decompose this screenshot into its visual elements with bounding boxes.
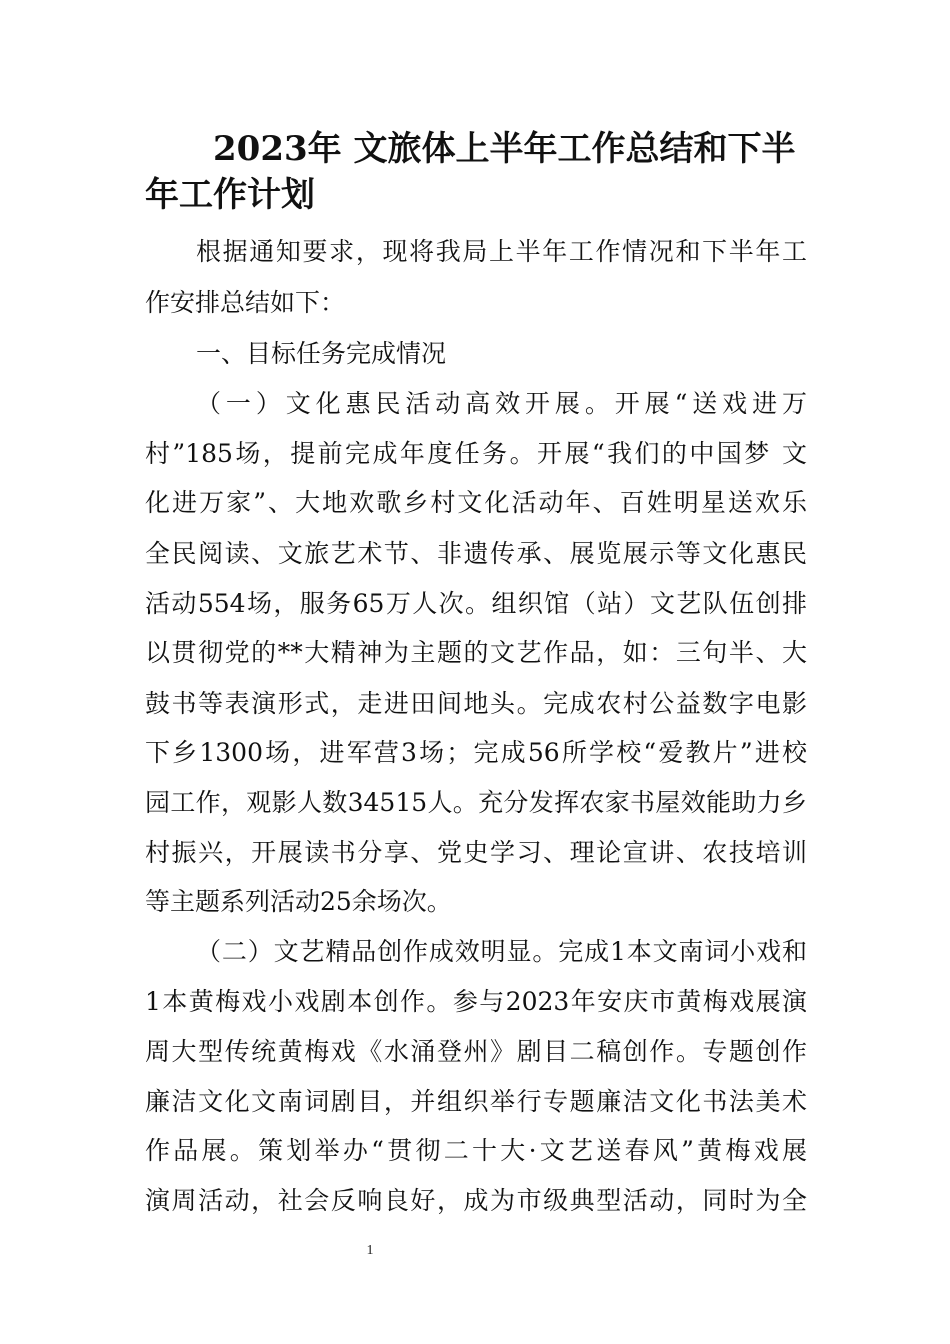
paragraph-line: 化进万家”、大地欢歌乡村文化活动年、百姓明星送欢乐	[145, 488, 807, 517]
intro-line: 根据通知要求，现将我局上半年工作情况和下半年工	[196, 237, 807, 266]
paragraph-line: 园工作，观影人数34515人。充分发挥农家书屋效能助力乡	[145, 788, 807, 817]
paragraph-line: 以贯彻党的**大精神为主题的文艺作品，如：三句半、大	[145, 638, 807, 667]
document-title-line-1: 2023年 文旅体上半年工作总结和下半	[213, 129, 796, 169]
paragraph-line: 全民阅读、文旅艺术节、非遗传承、展览展示等文化惠民	[145, 539, 807, 568]
paragraph-line: 鼓书等表演形式，走进田间地头。完成农村公益数字电影	[145, 689, 807, 718]
page-number: 1	[366, 1243, 374, 1258]
paragraph-line: 等主题系列活动25余场次。	[145, 887, 452, 916]
paragraph-line: 周大型传统黄梅戏《水涌登州》剧目二稿创作。专题创作	[145, 1037, 807, 1066]
paragraph-line: 村振兴，开展读书分享、党史学习、理论宣讲、农技培训	[145, 838, 807, 867]
paragraph-line: （一）文化惠民活动高效开展。开展“送戏进万	[196, 389, 807, 418]
paragraph-line: 村”185场，提前完成年度任务。开展“我们的中国梦 文	[145, 439, 807, 468]
paragraph-line: 下乡1300场，进军营3场；完成56所学校“爱教片”进校	[145, 738, 807, 767]
intro-line: 作安排总结如下：	[145, 288, 346, 317]
paragraph-line: （二）文艺精品创作成效明显。完成1本文南词小戏和	[196, 937, 807, 966]
document-title-line-2: 年工作计划	[145, 175, 315, 215]
paragraph-line: 作品展。策划举办“贯彻二十大·文艺送春风”黄梅戏展	[145, 1136, 807, 1165]
paragraph-line: 廉洁文化文南词剧目，并组织举行专题廉洁文化书法美术	[145, 1087, 807, 1116]
section-heading: 一、目标任务完成情况	[196, 339, 447, 368]
paragraph-line: 演周活动，社会反响良好，成为市级典型活动，同时为全	[145, 1186, 807, 1215]
paragraph-line: 活动554场，服务65万人次。组织馆（站）文艺队伍创排	[145, 589, 807, 618]
paragraph-line: 1本黄梅戏小戏剧本创作。参与2023年安庆市黄梅戏展演	[145, 987, 807, 1016]
